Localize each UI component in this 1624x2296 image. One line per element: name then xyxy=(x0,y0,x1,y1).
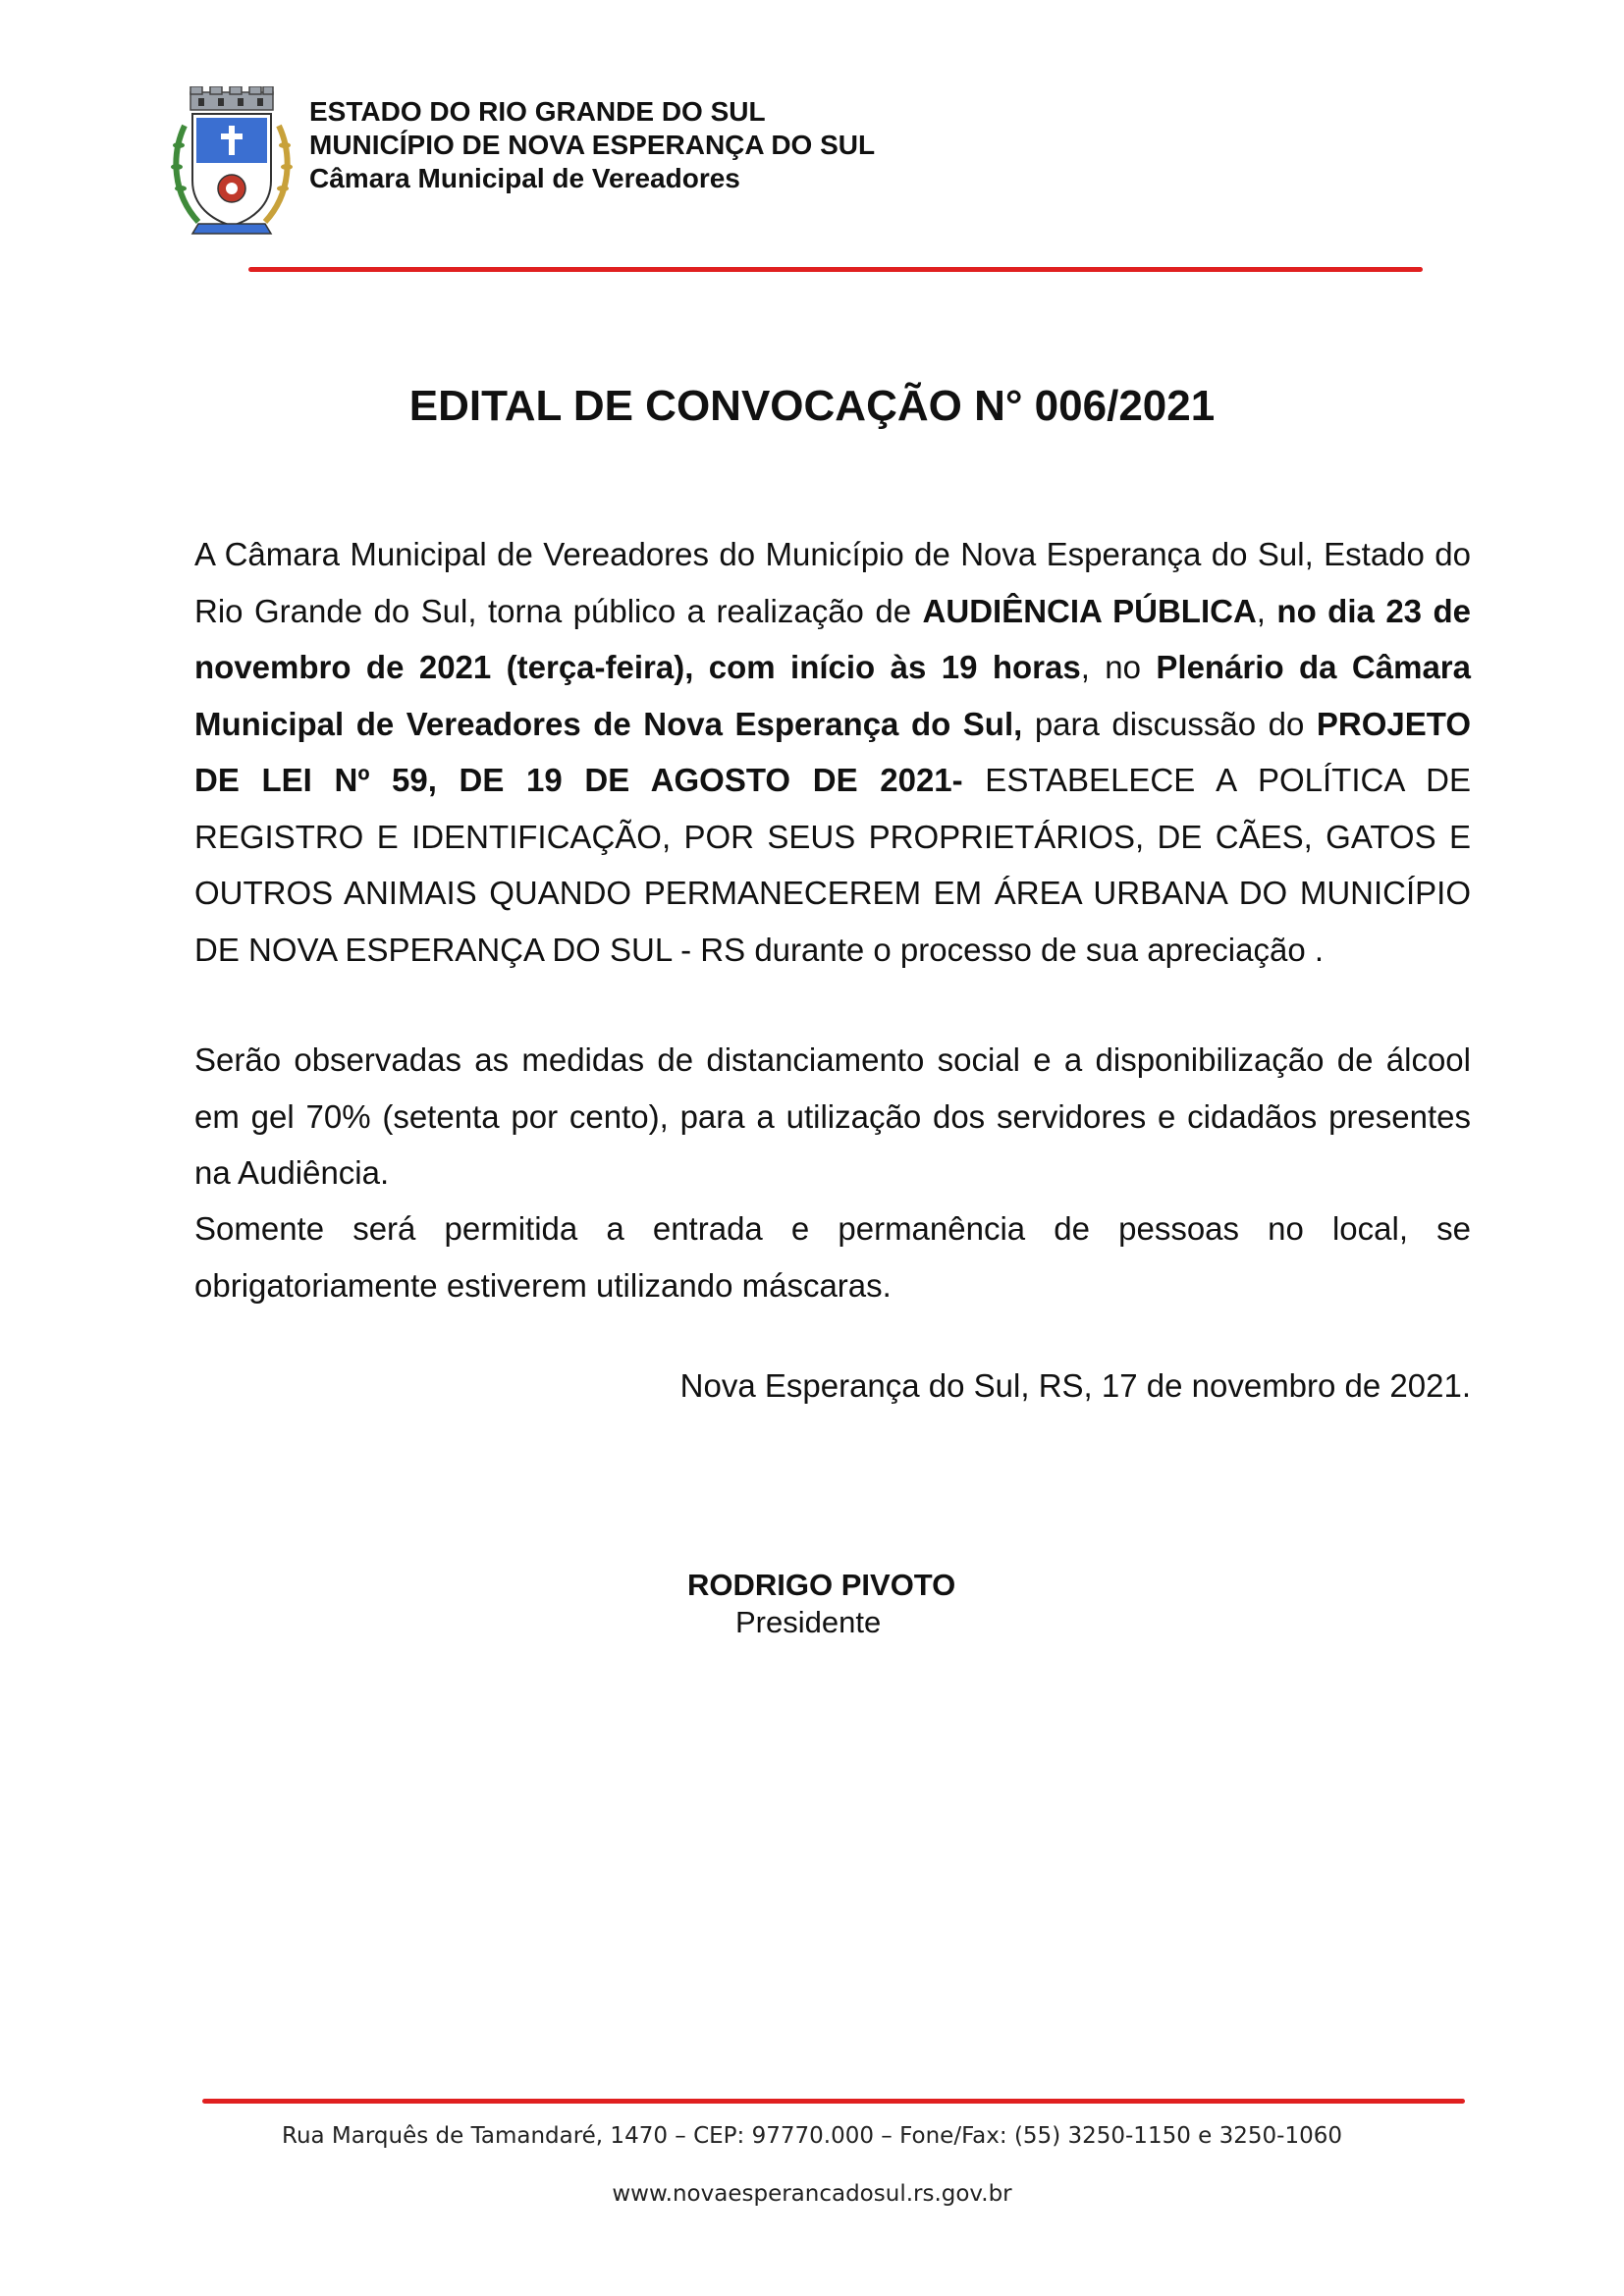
footer-divider xyxy=(202,2099,1465,2104)
municipality-name: MUNICÍPIO DE NOVA ESPERANÇA DO SUL xyxy=(309,130,876,160)
paragraph-sanitary-measures: Serão observadas as medidas de distanciamento social e a disponibilização de álcool em gel 70% (setenta por cento), para a utilização dos servidores e cidadãos presentes na Audiência. xyxy=(194,1041,1471,1191)
footer-website-link[interactable]: www.novaesperancadosul.rs.gov.br xyxy=(612,2181,1012,2207)
paragraph-announcement xyxy=(194,526,1471,978)
paragraph-text: , no xyxy=(1080,649,1157,685)
municipal-coat-of-arms-icon xyxy=(169,86,295,239)
chamber-name: Câmara Municipal de Vereadores xyxy=(309,163,740,193)
paragraph-text: , xyxy=(1256,592,1277,629)
header-divider xyxy=(248,267,1423,272)
paragraph-text: ESTABELECE A POLÍTICA DE REGISTRO E IDENTIFICAÇÃO, POR SEUS PROPRIETÁRIOS, DE CÃES, GATOS E OUTROS ANIMAIS QUANDO PERMANECEREM EM ÁREA URBANA DO MUNICÍPIO DE NOVA ESPERANÇA DO SUL - RS durante o processo de sua apreciação . xyxy=(194,762,1472,968)
footer-address: Rua Marquês de Tamandaré, 1470 – CEP: 97770.000 – Fone/Fax: (55) 3250-1150 e 3250-1060 xyxy=(282,2123,1342,2149)
paragraph-text: para discussão do xyxy=(1022,705,1317,742)
state-name: ESTADO DO RIO GRANDE DO SUL xyxy=(309,96,766,127)
paragraph-bold-text: AUDIÊNCIA PÚBLICA xyxy=(922,592,1257,629)
document-header xyxy=(169,86,1445,243)
place-and-date: Nova Esperança do Sul, RS, 17 de novembro de 2021. xyxy=(679,1367,1471,1404)
paragraph-bold-text: PROJETO DE LEI Nº 59, DE 19 DE AGOSTO DE 2021- xyxy=(194,705,1472,798)
signer-name: RODRIGO PIVOTO xyxy=(687,1568,956,1602)
paragraph-text: A Câmara Municipal de Vereadores do Município de Nova Esperança do Sul, Estado do Rio Grande do Sul, torna público a realização de xyxy=(194,536,1471,629)
paragraph-bold-text: Plenário da Câmara Municipal de Vereadores de Nova Esperança do Sul, xyxy=(194,649,1471,742)
signer-role: Presidente xyxy=(735,1605,882,1639)
document-title: EDITAL DE CONVOCAÇÃO N° 006/2021 xyxy=(408,382,1216,430)
header-text-block xyxy=(309,95,875,195)
paragraph-bold-text: no dia 23 de novembro de 2021 (terça-feira), com início às 19 horas xyxy=(194,592,1471,685)
paragraph-mask-requirement: Somente será permitida a entrada e permanência de pessoas no local, se obrigatoriamente estiverem utilizando máscaras. xyxy=(194,1210,1471,1304)
